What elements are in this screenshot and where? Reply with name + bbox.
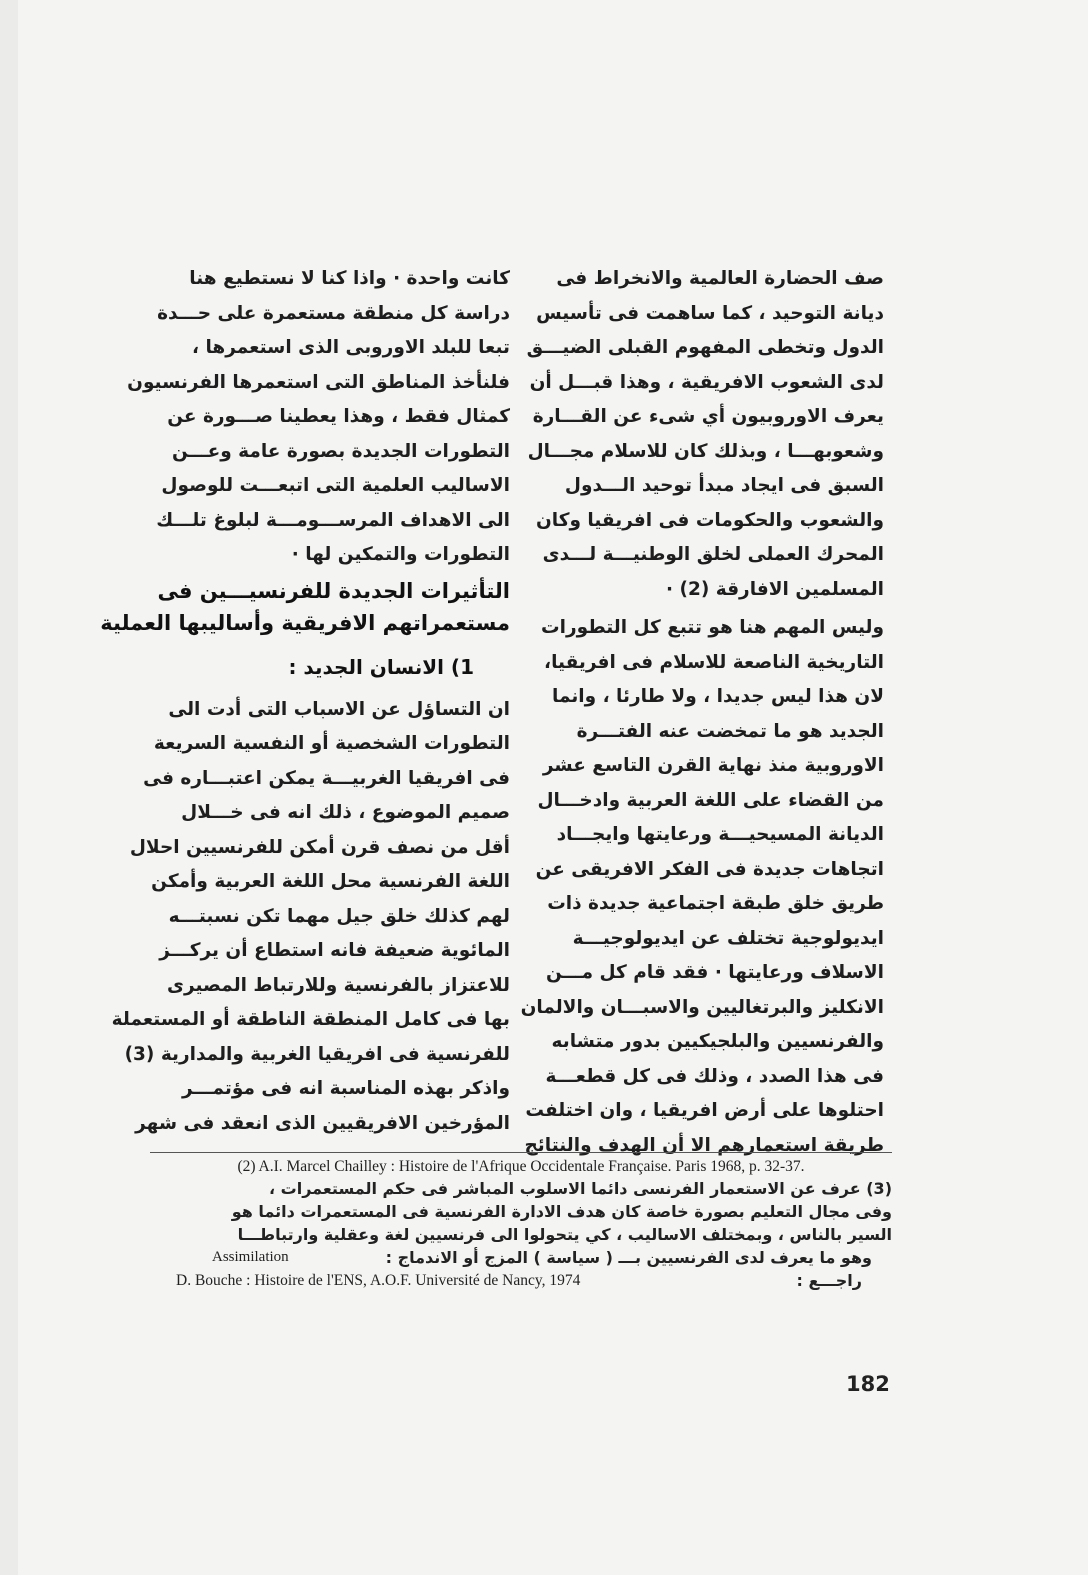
text-line: الجديد هو ما تمخضت عنه الفتـــرة bbox=[576, 720, 884, 742]
text-line: كمثال فقط ، وهذا يعطينا صـــورة عن bbox=[167, 406, 510, 427]
text-line: التاريخية الناصعة للاسلام فى افريقيا، bbox=[544, 651, 884, 673]
text-line: السبق فى ايجاد مبدأ توحيد الـــدول bbox=[564, 475, 884, 496]
text-line: يعرف الاوروبيون أي شىء عن القـــارة bbox=[532, 406, 884, 427]
footnote-3-last-line bbox=[150, 1246, 892, 1269]
text-line: طريق خلق طبقة اجتماعية جديدة ذات bbox=[547, 893, 884, 914]
assimilation-term: Assimilation bbox=[212, 1249, 289, 1265]
text-line: الديانة المسيحيـــة ورعايتها وايجـــاد bbox=[556, 824, 884, 845]
text-line: والشعوب والحكومات فى افريقيا وكان bbox=[535, 509, 884, 531]
text-line: فلنأخذ المناطق التى استعمرها الفرنسيون bbox=[127, 371, 510, 393]
text-line: والفرنسيين والبلجيكيين بدور متشابه bbox=[551, 1031, 884, 1052]
text-line: فى هذا الصدد ، وذلك فى كل قطعـــة bbox=[545, 1065, 884, 1087]
text-line: صف الحضارة العالمية والانخراط فى bbox=[556, 268, 884, 289]
text-line: المسلمين الافارقة (2) · bbox=[666, 578, 884, 600]
reference-citation: D. Bouche : Histoire de l'ENS, A.O.F. Université de Nancy, 1974 bbox=[176, 1272, 581, 1289]
footnote-2: (2) A.I. Marcel Chailley : Histoire de l'Afrique Occidentale Française. Paris 1968, p. 32-37. bbox=[237, 1158, 805, 1175]
text-line: وشعوبهـــا ، وبذلك كان للاسلام مجـــال bbox=[527, 440, 884, 462]
text-line: التطورات الشخصية أو النفسية السريعة bbox=[153, 733, 510, 754]
text-line: الاوروبية منذ نهاية القرن التاسع عشر bbox=[542, 755, 884, 776]
text-line: الى الاهداف المرســـومـــة لبلوغ تلـــك bbox=[156, 509, 510, 531]
text-line: صميم الموضوع ، ذلك انه فى خـــلال bbox=[181, 802, 510, 823]
footnote-reference bbox=[150, 1269, 892, 1293]
text-line: اللغة الفرنسية محل اللغة العربية وأمكن bbox=[151, 871, 510, 892]
text-line: فى افريقيا الغربيـــة يمكن اعتبـــاره فى bbox=[143, 767, 510, 789]
footnote-3-line: السير بالناس ، وبمختلف الاساليب ، كي يتحولوا الى فرنسيين لغة وعقلية وارتباطـــا bbox=[237, 1225, 892, 1244]
text-line: للاعتزاز بالفرنسية وللارتباط المصيرى bbox=[167, 974, 510, 996]
text-line: لدى الشعوب الافريقية ، وهذا قبـــل أن bbox=[529, 371, 884, 393]
page-edge-shadow bbox=[0, 0, 18, 1575]
text-line: تبعا للبلد الاوروبى الذى استعمرها ، bbox=[192, 337, 510, 358]
right-text-column bbox=[520, 262, 884, 1163]
section-heading bbox=[100, 575, 510, 639]
text-line: ان التساؤل عن الاسباب التى أدت الى bbox=[168, 698, 510, 720]
text-line: للفرنسية فى افريقيا الغربية والمدارية (3) bbox=[124, 1043, 510, 1065]
text-line: ايديولوجية تختلف عن ايديولوجيـــة bbox=[572, 927, 884, 949]
text-line: اتجاهات جديدة فى الفكر الافريقى عن bbox=[535, 858, 884, 880]
footnotes bbox=[150, 1156, 892, 1293]
text-line: لان هذا ليس جديدا ، ولا طارئا ، وانما bbox=[552, 686, 884, 707]
footnote-3-line: وفى مجال التعليم بصورة خاصة كان هدف الادارة الفرنسية فى المستعمرات دائما هو bbox=[231, 1202, 892, 1221]
footnote-3-arabic-text: وهو ما يعرف لدى الفرنسيين بـــ ( سياسة ) المزج أو الاندماج : bbox=[385, 1248, 872, 1267]
text-line: وليس المهم هنا هو تتبع كل التطورات bbox=[541, 617, 884, 638]
text-line: التطورات الجديدة بصورة عامة وعـــن bbox=[171, 440, 510, 462]
text-line: طريقة استعمارهم الا أن الهدف والنتائج bbox=[524, 1134, 884, 1156]
footnote-divider bbox=[150, 1152, 892, 1153]
text-line: التطورات والتمكين لها · bbox=[291, 544, 510, 565]
text-line: الاسلاف ورعايتها · فقد قام كل مـــن bbox=[546, 962, 884, 983]
text-line: واذكر بهذه المناسبة انه فى مؤتمـــر bbox=[182, 1078, 510, 1099]
page-number: 182 bbox=[846, 1372, 890, 1396]
subsection-heading: 1) الانسان الجديد : bbox=[288, 654, 474, 679]
text-line: كانت واحدة · واذا كنا لا نستطيع هنا bbox=[189, 268, 510, 289]
text-line: من القضاء على اللغة العربية وادخـــال bbox=[537, 789, 884, 811]
text-line: المحرك العملى لخلق الوطنيـــة لـــدى bbox=[542, 544, 884, 565]
text-line: أقل من نصف قرن أمكن للفرنسيين احلال bbox=[129, 836, 510, 858]
section-heading-line: التأثيرات الجديدة للفرنسيـــين فى bbox=[157, 578, 510, 603]
section-heading-line: مستعمراتهم الافريقية وأساليبها العملية bbox=[100, 610, 510, 635]
text-line: احتلوها على أرض افريقيا ، وان اختلفت bbox=[525, 1100, 884, 1121]
text-line: دراسة كل منطقة مستعمرة على حـــدة bbox=[157, 302, 510, 324]
text-line: الدول وتخطى المفهوم القبلى الضيـــق bbox=[526, 337, 884, 358]
text-line: لهم كذلك خلق جيل مهما تكن نسبتـــه bbox=[168, 905, 510, 927]
text-line: الاساليب العلمية التى اتبعـــت للوصول bbox=[161, 475, 510, 496]
footnote-3-line: (3) عرف عن الاستعمار الفرنسى دائما الاسلوب المباشر فى حكم المستعمرات ، bbox=[269, 1179, 892, 1198]
left-text-column bbox=[100, 262, 510, 1141]
text-line: الانكليز والبرتغاليين والاسبـــان والالمان bbox=[520, 996, 884, 1018]
text-line: المائوية ضعيفة فانه استطاع أن يركـــز bbox=[159, 940, 510, 961]
text-line: المؤرخين الافريقيين الذى انعقد فى شهر bbox=[135, 1112, 510, 1134]
text-line: بها فى كامل المنطقة الناطقة أو المستعملة bbox=[111, 1009, 510, 1030]
text-line: ديانة التوحيد ، كما ساهمت فى تأسيس bbox=[536, 302, 884, 324]
reference-label: راجـــع : bbox=[796, 1271, 862, 1290]
